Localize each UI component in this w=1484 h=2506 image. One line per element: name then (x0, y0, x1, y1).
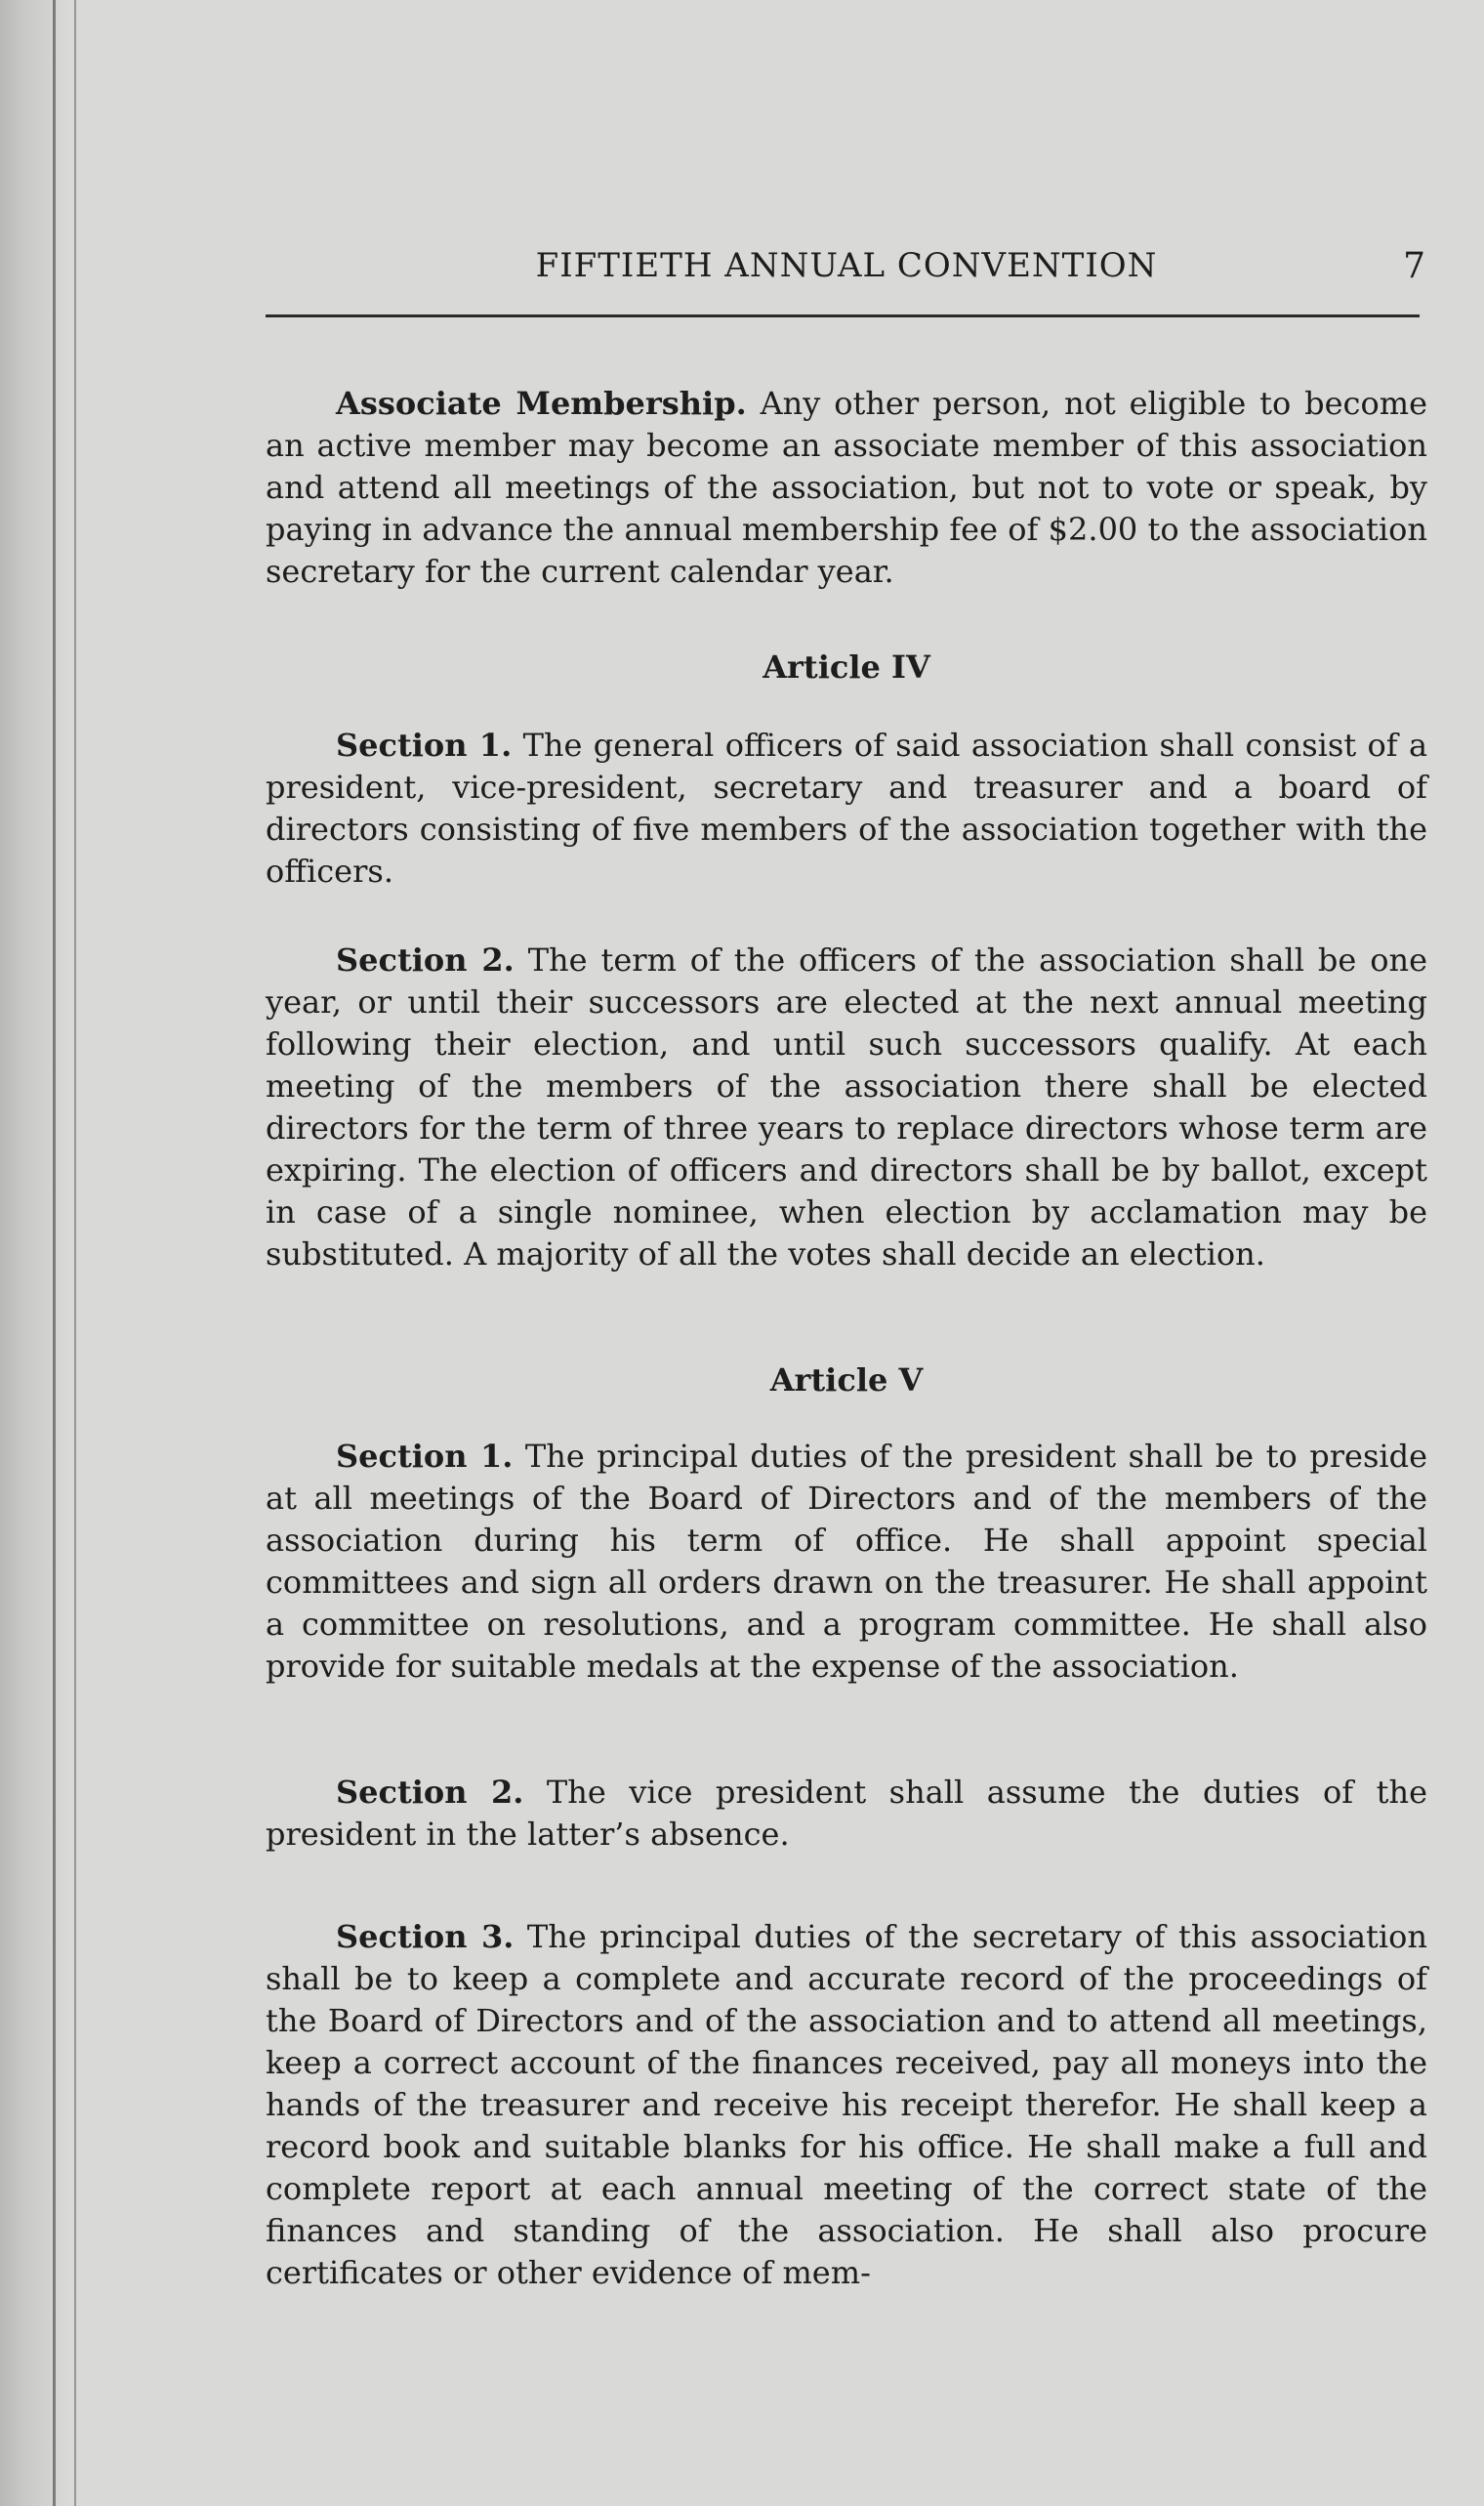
binding-edge-line (74, 0, 76, 2506)
section-text: The general officers of said association shall consist of a president, vice-president, secretary and treasurer and a board of directors consisting of five members of the association together with the officers. (266, 727, 1428, 890)
page-number: 7 (1403, 246, 1425, 286)
section-text: The vice president shall assume the duties of the president in the latter’s absence. (266, 1774, 1428, 1853)
running-header-title: FIFTIETH ANNUAL CONVENTION (535, 246, 1158, 285)
article-iv-section-2 (266, 940, 1427, 1275)
article-v-section-1 (266, 1436, 1427, 1688)
article-iv-section-1 (266, 725, 1427, 893)
scan-margin (0, 0, 68, 2506)
section-label: Section 2. (336, 941, 515, 979)
binding-edge-line (53, 0, 56, 2506)
section-label: Section 1. (336, 1438, 514, 1475)
article-v-section-2 (266, 1772, 1427, 1856)
section-label: Section 3. (336, 1918, 515, 1955)
section-label: Section 2. (336, 1774, 524, 1811)
paragraph-lead: Associate Membership. (336, 385, 747, 422)
section-label: Section 1. (336, 727, 513, 764)
section-text: The principal duties of the secretary of this association shall be to keep a complete and accurate record of the proceedings of the Board of Directors and of the association and to attend all meetings, keep a correct account of the finances received, pay all moneys into the hands of the treasurer and receive his receipt therefor. He shall keep a record book and suitable blanks for his office. He shall make a full and complete report at each annual meeting of the correct state of the finances and standing of the association. He shall also procure certificates or other evidence of mem- (266, 1918, 1428, 2291)
article-iv-heading: Article IV (763, 648, 930, 686)
header-rule (266, 314, 1420, 317)
section-text: The term of the officers of the association shall be one year, or until their successors are elected at the next annual meeting following their election, and until such successors qualify. At each meeting of the members of the association there shall be elected directors for the term of three years to replace directors whose term are expiring. The election of officers and directors shall be by ballot, except in case of a single nominee, when election by acclamation may be substituted. A majority of all the votes shall decide an election. (266, 941, 1428, 1273)
associate-membership-paragraph (266, 383, 1427, 593)
article-v-section-3 (266, 1916, 1427, 2294)
paragraph-text: Any other person, not eligible to become an active member may become an associate member of this association and attend all meetings of the association, but not to vote or speak, by paying in advance the annual membership fee of $2.00 to the association secretary for the current calendar year. (266, 385, 1428, 590)
section-text: The principal duties of the president shall be to preside at all meetings of the Board of Directors and of the members of the association during his term of office. He shall appoint special committees and sign all orders drawn on the treasurer. He shall appoint a committee on resolutions, and a program committee. He shall also provide for suitable medals at the expense of the association. (266, 1438, 1428, 1685)
article-v-heading: Article V (769, 1361, 924, 1399)
